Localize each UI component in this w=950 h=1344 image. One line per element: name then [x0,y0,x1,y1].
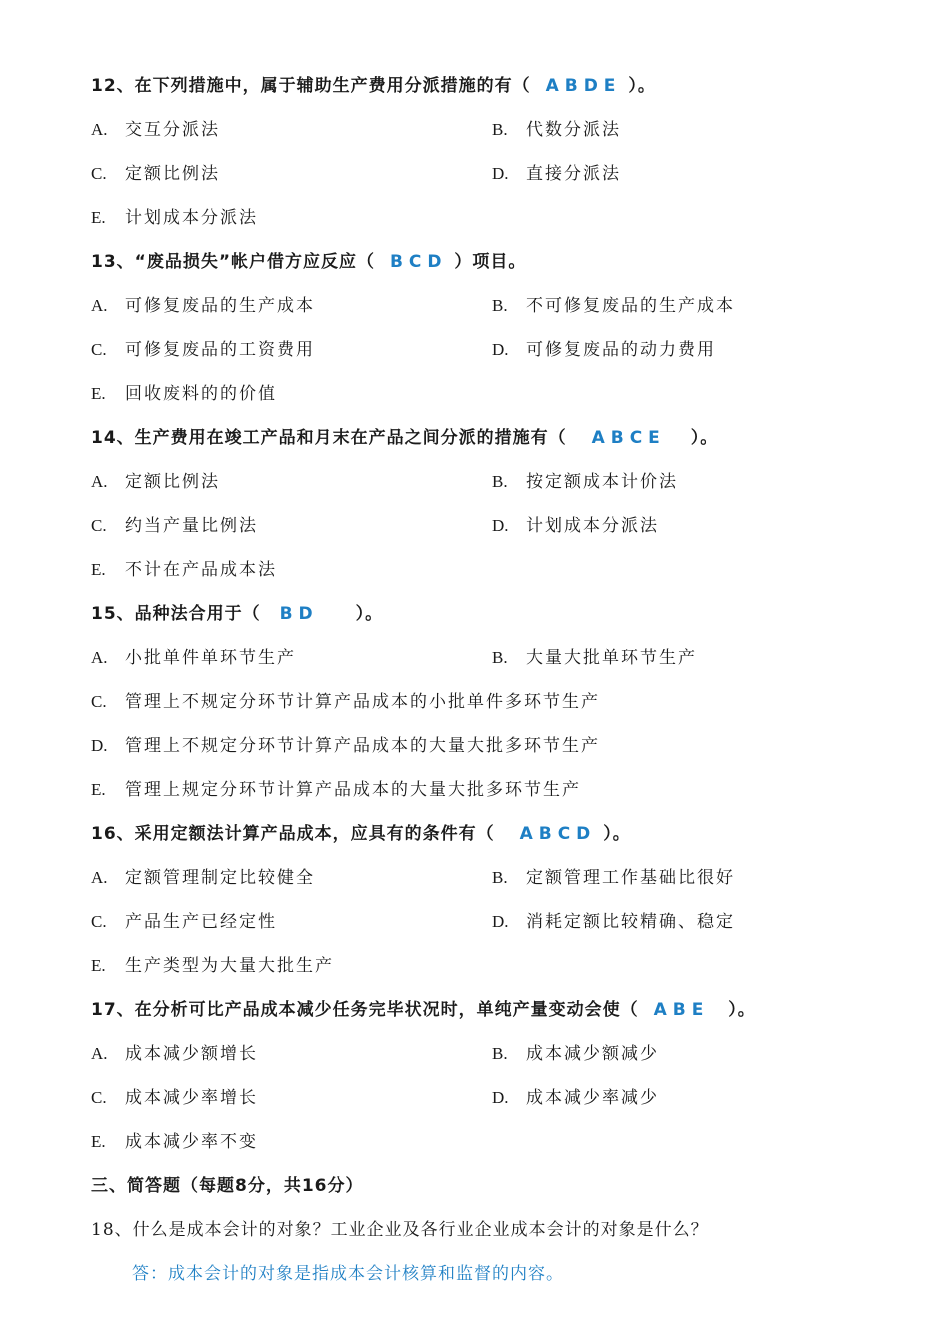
option-a: A. 定额比例法 [91,472,220,492]
option-c: C. 产品生产已经定性 [91,912,277,932]
option-b: B. 代数分派法 [492,120,621,140]
question-stem-suffix: ）。 [728,1000,756,1020]
question-stem-prefix: 15、品种法合用于（ [91,604,261,624]
option-b: B. 定额管理工作基础比很好 [492,868,735,888]
question-answer: BD [279,604,319,624]
question-stem-prefix: 14、生产费用在竣工产品和月末在产品之间分派的措施有（ [91,428,567,448]
question-stem-suffix: ）。 [690,428,719,448]
question-stem-suffix: ）。 [628,76,656,96]
option-d: D. 计划成本分派法 [492,516,659,536]
question-14-stem [91,425,718,451]
question-15-stem [91,601,383,627]
question-answer: ABDE [545,76,622,96]
option-a: A. 小批单件单环节生产 [91,648,296,668]
option-e: E. 不计在产品成本法 [91,560,277,580]
option-d: D. 直接分派法 [492,164,621,184]
option-a: A. 交互分派法 [91,120,220,140]
option-a: A. 定额管理制定比较健全 [91,868,315,888]
option-c: C. 可修复废品的工资费用 [91,340,315,360]
question-answer: BCD [389,252,448,272]
option-a: A. 成本减少额增长 [91,1044,258,1064]
question-stem-suffix: ）。 [355,604,384,624]
option-b: B. 大量大批单环节生产 [492,648,697,668]
option-c: C. 定额比例法 [91,164,220,184]
option-d: D. 成本减少率减少 [492,1088,659,1108]
section-title: 三、简答题（每题8分，共16分） [91,1176,364,1196]
question-stem-prefix: 16、采用定额法计算产品成本，应具有的条件有（ [91,824,495,844]
question-18-answer: 答：成本会计的对象是指成本会计核算和监督的内容。 [132,1264,564,1284]
option-d: D. 管理上不规定分环节计算产品成本的大量大批多环节生产 [91,736,600,756]
option-b: B. 不可修复废品的生产成本 [492,296,735,316]
option-c: C. 成本减少率增长 [91,1088,258,1108]
option-e: E. 生产类型为大量大批生产 [91,956,334,976]
option-e: E. 管理上规定分环节计算产品成本的大量大批多环节生产 [91,780,581,800]
question-stem-suffix: ）项目。 [454,252,527,272]
option-e: E. 计划成本分派法 [91,208,258,228]
option-d: D. 可修复废品的动力费用 [492,340,716,360]
option-c: C. 管理上不规定分环节计算产品成本的小批单件多环节生产 [91,692,600,712]
option-e: E. 回收废料的的价值 [91,384,277,404]
question-answer: ABCE [591,428,666,448]
question-18-stem: 18、什么是成本会计的对象？工业企业及各行业企业成本会计的对象是什么？ [91,1220,709,1240]
option-b: B. 按定额成本计价法 [492,472,678,492]
option-a: A. 可修复废品的生产成本 [91,296,315,316]
question-answer: ABCD [519,824,597,844]
question-stem-prefix: 13、“废品损失”帐户借方应反应（ [91,252,376,272]
option-b: B. 成本减少额减少 [492,1044,659,1064]
question-stem-prefix: 12、在下列措施中，属于辅助生产费用分派措施的有（ [91,76,531,96]
question-12-stem [91,73,656,99]
option-c: C. 约当产量比例法 [91,516,258,536]
question-stem-prefix: 17、在分析可比产品成本减少任务完毕状况时，单纯产量变动会使（ [91,1000,639,1020]
question-answer: ABE [653,1000,710,1020]
question-17-stem [91,997,756,1023]
option-e: E. 成本减少率不变 [91,1132,258,1152]
question-13-stem [91,249,526,275]
question-16-stem [91,821,631,847]
question-stem-suffix: ）。 [603,824,631,844]
option-d: D. 消耗定额比较精确、稳定 [492,912,735,932]
